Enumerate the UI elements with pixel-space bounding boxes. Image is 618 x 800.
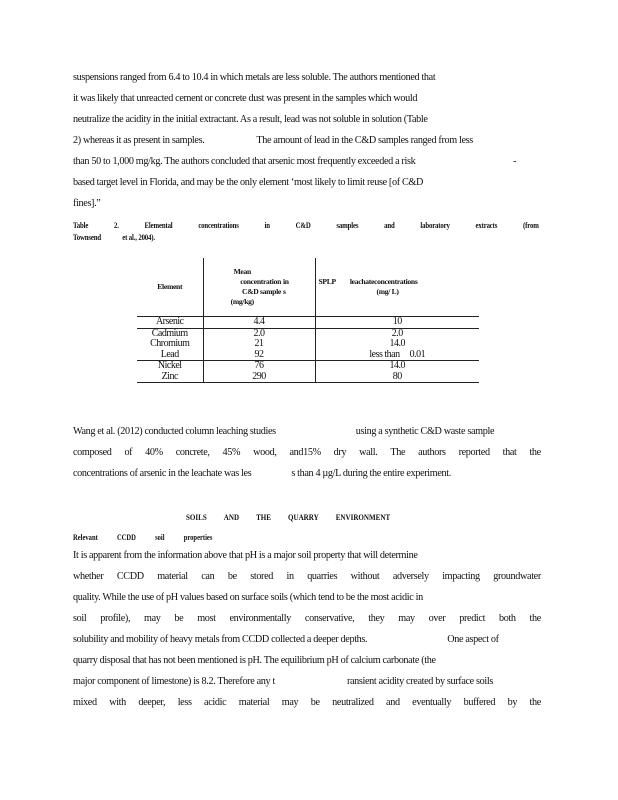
word: and: [386, 697, 400, 708]
caption-word: and: [384, 221, 395, 230]
text-run: One aspect of: [447, 634, 499, 645]
cell-element: Cadmium: [137, 328, 203, 339]
paragraph-line: fines].”: [73, 198, 101, 209]
paragraph-line: [73, 426, 494, 438]
table-row: [137, 350, 479, 361]
word: concrete,: [175, 447, 210, 458]
word: conservative,: [304, 613, 355, 624]
word: and15%: [289, 447, 321, 458]
text-run: concentrations of arsenic in the leachate was les: [73, 468, 252, 479]
word: quarries: [307, 571, 338, 582]
cell-element: Lead: [137, 350, 203, 361]
word: may: [144, 613, 161, 624]
cell-mean: 76: [203, 361, 315, 372]
word: most: [197, 613, 216, 624]
table-row: [137, 361, 479, 372]
word: authors: [418, 447, 446, 458]
paragraph-line-justified: [73, 447, 541, 459]
word: be: [174, 613, 184, 624]
heading-word: properties: [183, 533, 213, 542]
header-line: SPLP: [318, 277, 336, 286]
text-run: Wang et al. (2012) conducted column leaching studies: [73, 426, 276, 437]
header-line: in: [283, 277, 289, 286]
caption-word: extracts: [475, 221, 498, 230]
table-row: [137, 339, 479, 350]
word: stored: [250, 571, 274, 582]
paragraph-line: than 50 to 1,000 mg/kg. The authors concluded that arsenic most frequently exceeded a risk: [73, 156, 416, 167]
heading-word: CCDD: [116, 533, 136, 542]
word: adversely: [392, 571, 429, 582]
caption-word: Elemental: [144, 221, 173, 230]
cell-splp: [315, 350, 479, 361]
header-line: C&D sample: [242, 287, 281, 296]
cell-mean: 21: [203, 339, 315, 350]
word: material: [238, 697, 270, 708]
cell-text: less than: [369, 348, 400, 360]
header-line: (mg/ L): [376, 287, 399, 296]
paragraph-line: neutralize the acidity in the initial extractant. As a result, lead was not soluble in solution (Table: [73, 114, 428, 125]
paragraph-line: [73, 135, 473, 147]
paragraph-line: quality. While the use of pH values based on surface soils (which tend to be the most acidic in: [73, 592, 423, 603]
word: without: [350, 571, 380, 582]
header-line: leachateconcentrations: [349, 277, 418, 286]
cell-text: 0.01: [409, 348, 426, 360]
paragraph-line-justified: [73, 613, 541, 625]
heading-word: QUARRY: [288, 512, 319, 522]
heading-word: soil: [155, 533, 165, 542]
word: the: [529, 697, 541, 708]
caption-word: Table: [73, 221, 89, 230]
cell-mean: 92: [203, 350, 315, 361]
paragraph-line: it was likely that unreacted cement or concrete dust was present in the samples which would: [73, 93, 418, 104]
cell-splp: 80: [315, 372, 479, 383]
word: CCDD: [116, 571, 144, 582]
header-line: (mg/kg): [230, 297, 254, 306]
word: composed: [73, 447, 112, 458]
header-line: Mean: [233, 267, 251, 276]
word: over: [428, 613, 446, 624]
cell-splp: 14.0: [315, 361, 479, 372]
elemental-concentrations-table: [137, 258, 479, 383]
caption-word: concentrations: [198, 221, 239, 230]
subheading: [73, 533, 212, 543]
cell-element: Nickel: [137, 361, 203, 372]
paragraph-line: [73, 468, 451, 480]
table-row: [137, 372, 479, 383]
word: 40%: [145, 447, 163, 458]
heading-word: Relevant: [73, 533, 98, 542]
cell-mean: 4.4: [203, 317, 315, 329]
text-run: The amount of lead in the C&D samples ranged from less: [256, 135, 473, 146]
table-row: [137, 317, 479, 329]
header-mean-concentration: [203, 258, 283, 317]
word: the: [529, 613, 541, 624]
word: acidic: [204, 697, 227, 708]
paragraph-line: [73, 634, 499, 646]
word: they: [368, 613, 385, 624]
heading-word: ENVIRONMENT: [335, 512, 391, 522]
word: soil: [73, 613, 87, 624]
word: whether: [73, 571, 104, 582]
caption-word: Townsend: [73, 233, 101, 242]
header-in-s: [283, 258, 315, 317]
cell-element: Chromium: [137, 339, 203, 350]
text-run: solubility and mobility of heavy metals from CCDD collected a deeper depths.: [73, 634, 368, 645]
word: with: [109, 697, 126, 708]
table-caption-line2: [73, 233, 155, 243]
word: wood,: [253, 447, 277, 458]
cell-mean: 290: [203, 372, 315, 383]
word: environmentally: [229, 613, 292, 624]
cell-splp: 10: [392, 316, 402, 327]
table-header-row: [137, 258, 479, 317]
table-caption: [73, 221, 539, 231]
text-run: s than 4 µg/L during the entire experiment.: [291, 468, 451, 479]
word: be: [310, 697, 320, 708]
word: mixed: [73, 697, 97, 708]
hyphen-fragment: -: [513, 156, 517, 167]
word: be: [227, 571, 237, 582]
cell-mean: 2.0: [203, 328, 315, 339]
word: may: [398, 613, 415, 624]
heading-word: SOILS: [186, 512, 207, 522]
word: reported: [458, 447, 490, 458]
word: eventually: [412, 697, 452, 708]
header-line: s: [283, 287, 286, 296]
caption-word: laboratory: [420, 221, 450, 230]
word: the: [529, 447, 541, 458]
word: groundwater: [493, 571, 541, 582]
heading-word: AND: [223, 512, 240, 522]
word: dry: [333, 447, 347, 458]
paragraph-line: It is apparent from the information above that pH is a major soil property that will determine: [73, 550, 418, 561]
header-element: Element: [137, 258, 203, 317]
word: that: [502, 447, 517, 458]
heading-word: THE: [256, 512, 271, 522]
word: may: [281, 697, 299, 708]
paragraph-line: [73, 676, 493, 688]
caption-word: 2.: [113, 221, 119, 230]
word: profile),: [100, 613, 131, 624]
word: wall.: [359, 447, 378, 458]
word: by: [507, 697, 518, 708]
word: 45%: [222, 447, 241, 458]
word: in: [286, 571, 294, 582]
text-run: using a synthetic C&D waste sample: [355, 426, 495, 437]
word: predict: [459, 613, 486, 624]
word: both: [498, 613, 516, 624]
word: of: [124, 447, 133, 458]
cell-element: Arsenic: [137, 317, 203, 329]
header-line: concentration: [240, 277, 281, 286]
word: neutralized: [332, 697, 374, 708]
paragraph-line: based target level in Florida, and may be the only element ‘most likely to limit reuse [of C&D: [73, 177, 423, 188]
word: impacting: [442, 571, 480, 582]
caption-word: samples: [336, 221, 359, 230]
caption-word: in: [264, 221, 270, 230]
text-run: 2) whereas it as present in samples.: [73, 135, 205, 146]
word: The: [390, 447, 406, 458]
paragraph-line-justified: [73, 697, 541, 709]
word: less: [177, 697, 192, 708]
header-splp-leachate: [315, 258, 479, 317]
cell-splp: 2.0: [315, 328, 479, 339]
paragraph-line-justified: [73, 571, 541, 583]
word: can: [201, 571, 215, 582]
paragraph-line: suspensions ranged from 6.4 to 10.4 in which metals are less soluble. The authors mentioned that: [73, 72, 436, 83]
paragraph-line: quarry disposal that has not been mentioned is pH. The equilibrium pH of calcium carbonate (the: [73, 655, 436, 666]
cell-element: Zinc: [137, 372, 203, 383]
word: deeper,: [138, 697, 166, 708]
caption-word: C&D: [295, 221, 311, 230]
section-heading: [186, 512, 390, 522]
word: buffered: [463, 697, 496, 708]
word: material: [157, 571, 188, 582]
cell-splp: 14.0: [389, 338, 405, 349]
text-run: major component of limestone) is 8.2. Therefore any t: [73, 676, 275, 687]
text-run: ransient acidity created by surface soils: [346, 676, 493, 687]
caption-word: et al., 2004).: [122, 233, 155, 242]
caption-word: (from: [523, 221, 539, 230]
